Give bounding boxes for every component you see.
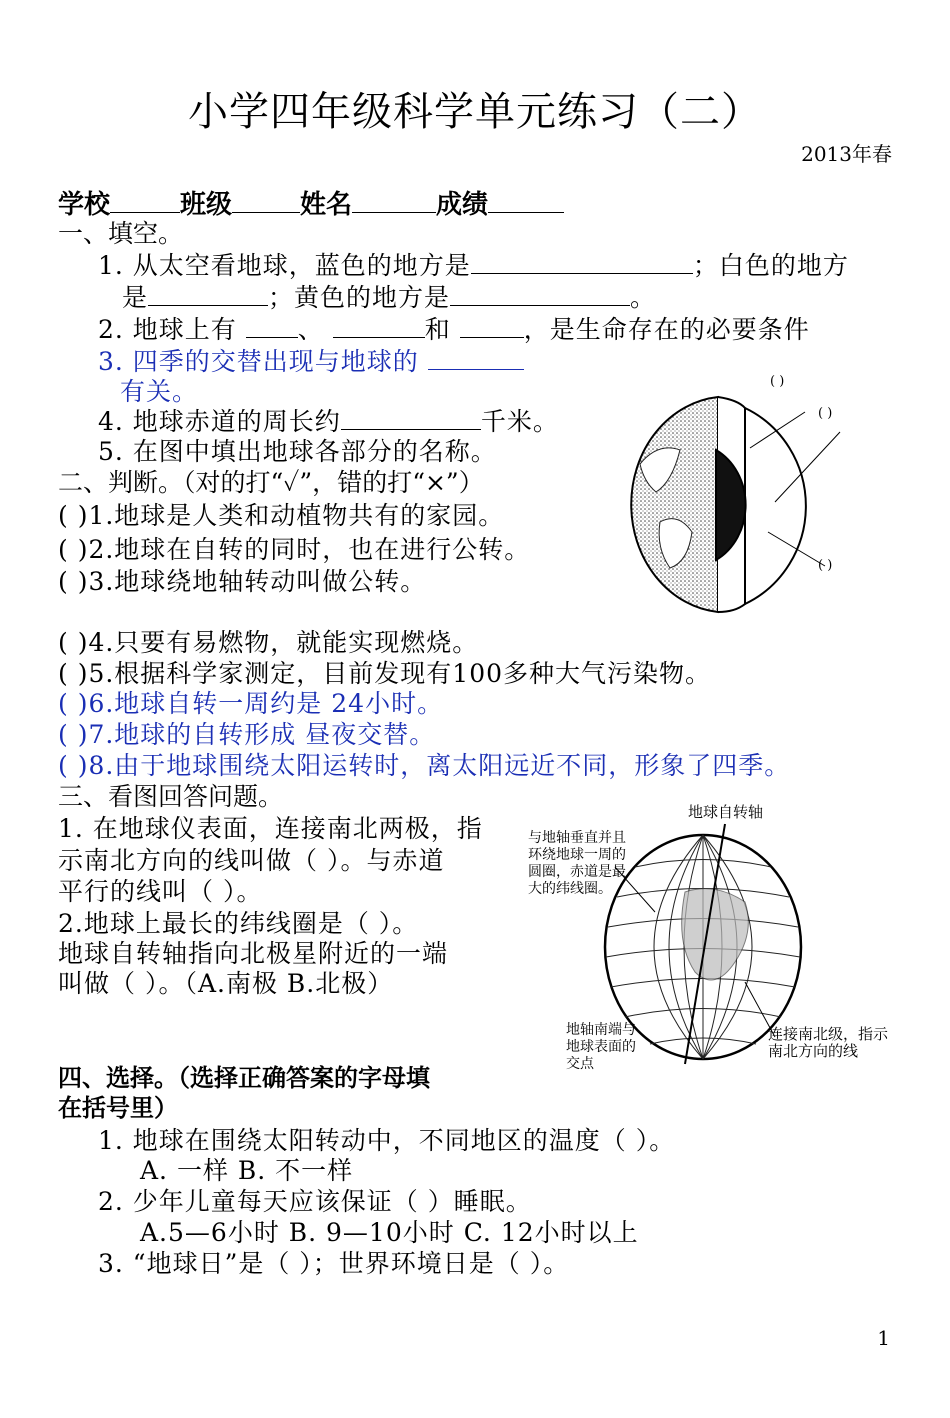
choice-q3: 3. “地球日”是（ ）；世界环境日是（ ）。 xyxy=(98,1249,570,1278)
judge-item-2: ( )2.地球在自转的同时，也在进行公转。 xyxy=(58,535,531,564)
q2-blank-2[interactable] xyxy=(333,313,425,338)
q5-line: 5. 在图中填出地球各部分的名称。 xyxy=(98,437,497,466)
judge-item-1: ( )1.地球是人类和动植物共有的家园。 xyxy=(58,501,505,530)
q1-blank-white[interactable] xyxy=(148,281,268,306)
earth-structure-diagram xyxy=(600,372,900,617)
name-blank[interactable] xyxy=(352,188,436,213)
q1-text-e: 。 xyxy=(630,283,657,312)
class-blank[interactable] xyxy=(232,188,300,213)
q2-line xyxy=(98,310,810,346)
earth-surface-hemisphere xyxy=(631,397,718,612)
s3-line-1: 1. 在地球仪表面，连接南北两极，指 xyxy=(58,814,483,843)
globe-label-south-pole: 地轴南端与地球表面的交点 xyxy=(566,1022,636,1072)
q3-line2: 有关。 xyxy=(120,377,199,406)
judge-item-3: ( )3.地球绕地轴转动叫做公转。 xyxy=(58,567,427,596)
q2-text-d: ，是生命存在的必要条件 xyxy=(523,315,810,344)
q1-text-c: 是 xyxy=(122,283,149,312)
judge-item-4: ( )4.只要有易燃物，就能实现燃烧。 xyxy=(58,628,479,657)
name-label: 姓名 xyxy=(300,190,353,220)
section-3-heading: 三、看图回答问题。 xyxy=(58,782,284,811)
section-1-heading: 一、填空。 xyxy=(58,219,184,248)
school-blank[interactable] xyxy=(110,188,180,213)
q3-text-a: 3. 四季的交替出现与地球的 xyxy=(98,347,419,376)
s3-line-3: 平行的线叫（ ）。 xyxy=(58,877,263,906)
q1-text-a: 1. 从太空看地球，蓝色的地方是 xyxy=(98,251,471,280)
choice-q2: 2. 少年儿童每天应该保证（ ）睡眠。 xyxy=(98,1187,532,1216)
judge-item-5: ( )5.根据科学家测定，目前发现有100多种大气污染物。 xyxy=(58,659,712,688)
globe-label-equator: 与地轴垂直并且环绕地球一周的圆圈，赤道是最大的纬线圈。 xyxy=(528,830,626,897)
q1-line2 xyxy=(122,278,656,314)
q2-blank-3[interactable] xyxy=(460,313,524,338)
judge-item-6: ( )6.地球自转一周约是 24小时。 xyxy=(58,689,444,718)
page-number: 1 xyxy=(877,1326,890,1350)
globe-label-axis: 地球自转轴 xyxy=(688,803,764,821)
score-label: 成绩 xyxy=(436,190,489,220)
choice-q1: 1. 地球在围绕太阳转动中，不同地区的温度（ ）。 xyxy=(98,1126,676,1155)
globe-label-meridian: 连接南北级，指示南北方向的线 xyxy=(768,1025,889,1060)
s3-line-2: 示南北方向的线叫做（ ）。与赤道 xyxy=(58,846,445,875)
judge-item-8: ( )8.由于地球围绕太阳运转时，离太阳远近不同，形象了四季。 xyxy=(58,751,791,780)
year-label: 2013年春 xyxy=(801,142,892,166)
q4-blank[interactable] xyxy=(341,405,481,430)
q2-text-b: 、 xyxy=(297,315,324,344)
s3-line-4: 2.地球上最长的纬线圈是（ ）。 xyxy=(58,909,419,938)
choice-q2-options: A.5—6小时 B. 9—10小时 C. 12小时以上 xyxy=(140,1218,639,1247)
q1-blank-blue[interactable] xyxy=(471,249,693,274)
q4-text-b: 千米。 xyxy=(480,407,559,436)
section-4-heading-2: 在括号里） xyxy=(58,1094,178,1122)
earth-mantle xyxy=(745,408,806,604)
section-4-heading-1: 四、选择。（选择正确答案的字母填 xyxy=(58,1064,430,1092)
judge-item-7: ( )7.地球的自转形成 昼夜交替。 xyxy=(58,720,436,749)
q2-text-a: 2. 地球上有 xyxy=(98,315,237,344)
class-label: 班级 xyxy=(180,190,233,220)
page-title: 小学四年级科学单元练习（二） xyxy=(188,89,762,135)
diagram-blank-mantle[interactable]: ( ) xyxy=(818,406,833,421)
q1-text-d: ；黄色的地方是 xyxy=(268,283,451,312)
choice-q1-options: A. 一样 B. 不一样 xyxy=(140,1156,354,1185)
score-blank[interactable] xyxy=(488,188,564,213)
school-label: 学校 xyxy=(58,190,111,220)
diagram-blank-crust[interactable]: ( ) xyxy=(770,374,785,389)
s3-line-5: 地球自转轴指向北极星附近的一端 xyxy=(58,939,449,968)
q3-blank[interactable] xyxy=(428,345,524,370)
q2-text-c: 和 xyxy=(424,315,451,344)
q1-line1 xyxy=(98,246,849,282)
q1-blank-yellow[interactable] xyxy=(450,281,630,306)
q4-text-a: 4. 地球赤道的周长约 xyxy=(98,407,341,436)
section-2-heading: 二、判断。（对的打“✓”，错的打“×”） xyxy=(58,468,484,497)
diagram-blank-core[interactable]: ( ) xyxy=(818,558,833,573)
q1-text-b: ；白色的地方 xyxy=(692,251,849,280)
q2-blank-1[interactable] xyxy=(246,313,298,338)
s3-line-6: 叫做（ ）。（A.南极 B.北极） xyxy=(58,969,394,998)
